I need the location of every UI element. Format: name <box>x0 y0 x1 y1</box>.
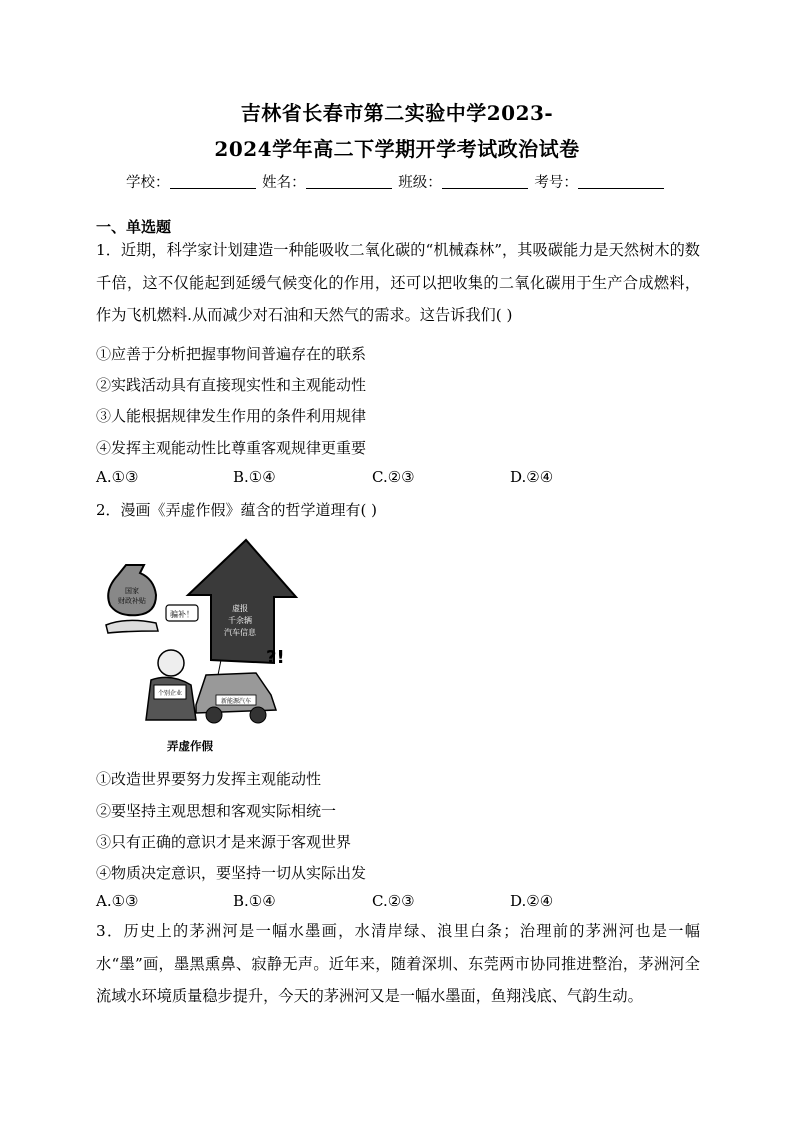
arrow-label-3: 汽车信息 <box>224 628 256 637</box>
bubble-label: 骗补！ <box>170 610 194 619</box>
q1-item-3: ③人能根据规律发生作用的条件利用规律 <box>96 407 367 425</box>
student-info-row <box>126 171 666 192</box>
school-label: 学校： <box>126 175 170 191</box>
school-blank <box>170 174 256 189</box>
name-label: 姓名： <box>262 175 306 191</box>
q1-stem: 1．近期，科学家计划建造一种能吸收二氧化碳的“机械森林”，其吸碳能力是天然树木的数千倍，这不仅能起到延缓气候变化的作用，还可以把收集的二氧化碳用于生产合成燃料，作为飞机燃料.从而减少对石油和天然气的需求。这告诉我们( ) <box>96 241 700 324</box>
car-shape <box>196 673 276 713</box>
exclaim-mark: ?! <box>266 647 285 668</box>
class-label: 班级： <box>398 175 442 191</box>
person-label: 个别企业 <box>157 690 183 697</box>
cartoon-image <box>96 535 316 735</box>
q1-item-1: ①应善于分析把握事物间普遍存在的联系 <box>96 345 367 363</box>
car-label: 新能源汽车 <box>220 698 252 705</box>
q2-option-c: C.②③ <box>372 892 415 910</box>
cartoon-caption: 弄虚作假 <box>167 739 213 753</box>
arrow-label-2: 千余辆 <box>228 616 252 625</box>
q3-stem: 3．历史上的茅洲河是一幅水墨画，水清岸绿、浪里白条；治理前的茅洲河也是一幅水“墨”画，墨黑熏鼻、寂静无声。近年来，随着深圳、东莞两市协同推进整治，茅洲河全流域水环境质量稳步提升，今天的茅洲河又是一幅水墨面，鱼翔浅底、气韵生动。 <box>96 922 700 1005</box>
q1-option-d: D.②④ <box>510 468 554 486</box>
exam-number-blank <box>578 174 664 189</box>
bag-label-2: 财政补贴 <box>118 597 146 605</box>
arrow-label-1: 虚报 <box>232 604 248 613</box>
q1-option-b: B.①④ <box>233 468 276 486</box>
q2-item-2: ②要坚持主观思想和客观实际相统一 <box>96 802 337 820</box>
exam-number-label: 考号： <box>534 175 578 191</box>
name-blank <box>306 174 392 189</box>
q2-item-4: ④物质决定意识，要坚持一切从实际出发 <box>96 864 367 882</box>
q2-option-a: A.①③ <box>96 892 139 910</box>
q1-item-4: ④发挥主观能动性比尊重客观规律更重要 <box>96 439 367 457</box>
q2-item-3: ③只有正确的意识才是来源于客观世界 <box>96 833 352 851</box>
class-blank <box>442 174 528 189</box>
exam-title-line2: 2024学年高二下学期开学考试政治试卷 <box>214 137 580 161</box>
upward-arrow-shape <box>188 540 296 663</box>
q1-option-a: A.①③ <box>96 468 139 486</box>
q2-option-d: D.②④ <box>510 892 554 910</box>
q1-item-2: ②实践活动具有直接现实性和主观能动性 <box>96 376 367 394</box>
q2-stem: 2．漫画《弄虚作假》蕴含的哲学道理有( ) <box>96 501 378 519</box>
q2-option-b: B.①④ <box>233 892 276 910</box>
q2-item-1: ①改造世界要努力发挥主观能动性 <box>96 770 322 788</box>
bag-label-1: 国家 <box>125 587 139 595</box>
exam-title-line1: 吉林省长春市第二实验中学2023- <box>240 101 554 125</box>
q1-option-c: C.②③ <box>372 468 415 486</box>
section-heading: 一、单选题 <box>96 218 172 236</box>
